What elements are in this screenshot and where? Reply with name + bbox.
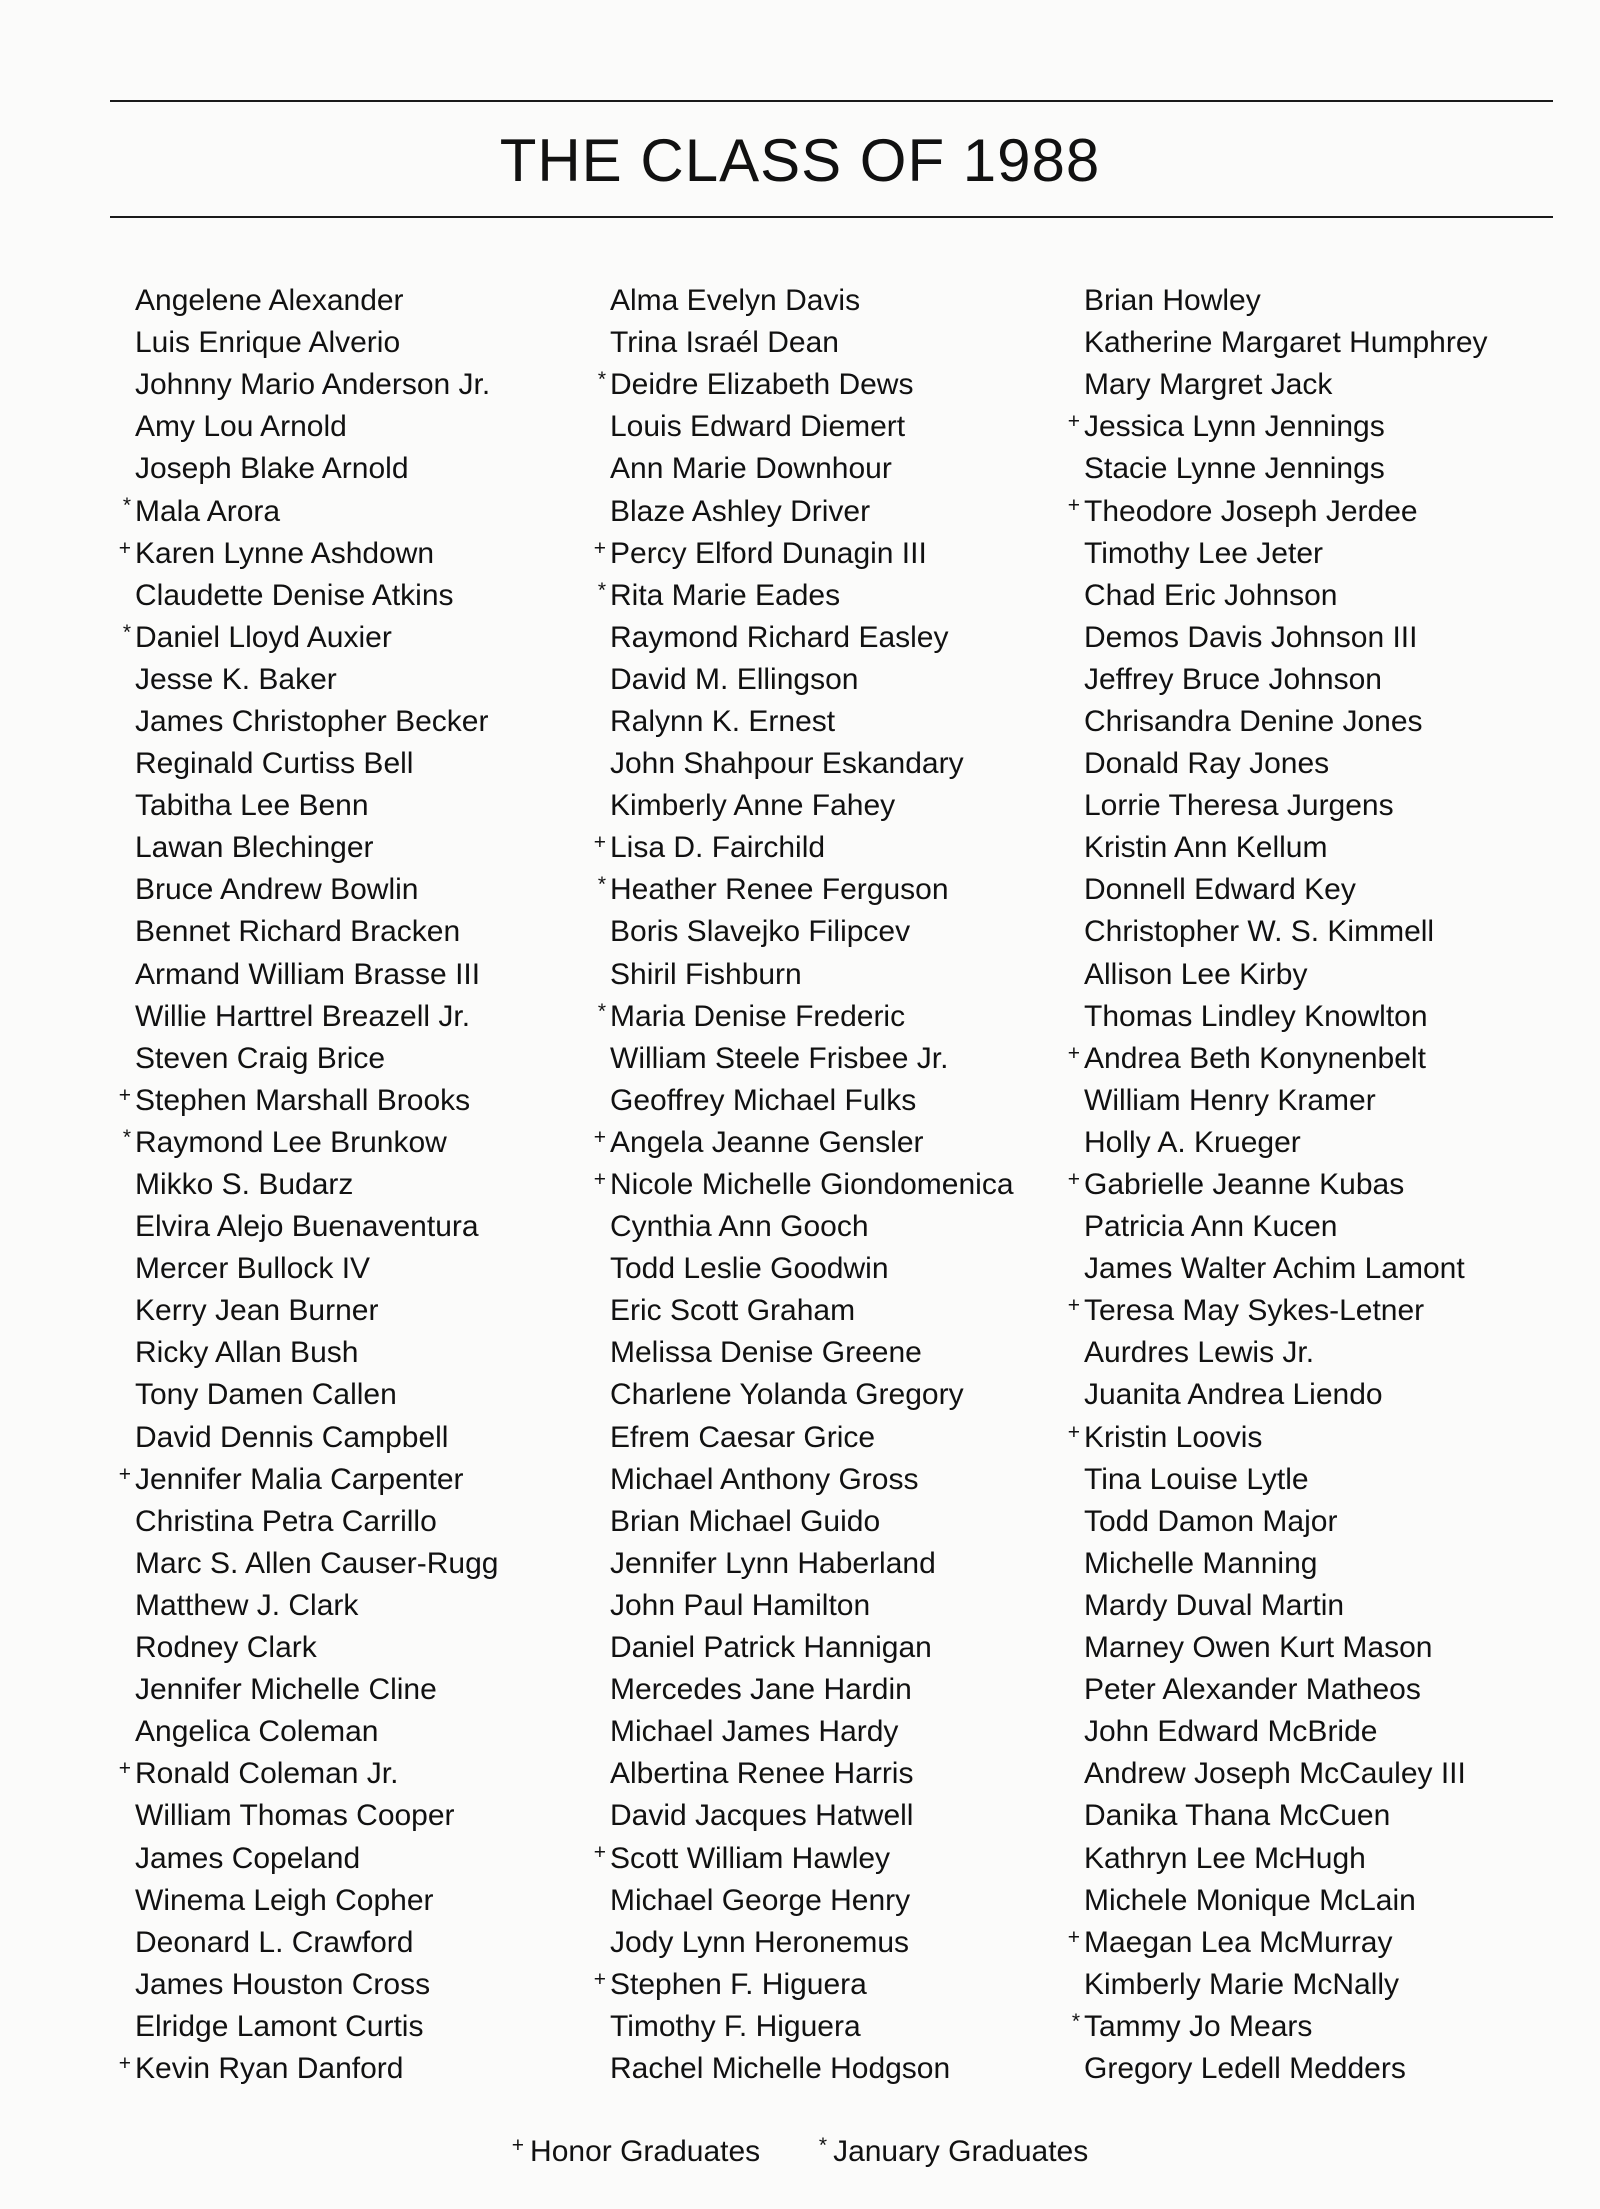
graduate-entry [103,1585,499,1627]
graduate-entry [578,1459,1014,1501]
graduate-name: Johnny Mario Anderson Jr. [135,368,491,402]
graduate-entry [103,827,499,869]
graduate-name: Daniel Patrick Hannigan [610,1631,932,1665]
graduate-entry [1052,701,1488,743]
graduate-entry [103,1248,499,1290]
names-column-3 [1052,280,1488,2090]
graduate-mark: + [1067,1041,1080,1065]
graduate-entry [578,1669,1014,1711]
graduate-name: Todd Leslie Goodwin [610,1252,889,1286]
graduate-name: Lisa D. Fairchild [610,831,826,865]
graduate-name: Andrea Beth Konynenbelt [1084,1041,1426,1075]
graduate-name: Mikko S. Budarz [135,1168,354,1202]
graduate-name: James Houston Cross [135,1967,431,2001]
graduate-mark: * [122,1125,131,1149]
graduate-name: Stephen F. Higuera [610,1967,867,2001]
graduate-name: William Henry Kramer [1084,1083,1376,1117]
graduate-name: Katherine Margaret Humphrey [1084,326,1488,360]
graduate-name: Raymond Richard Easley [610,620,949,654]
graduate-name: Allison Lee Kirby [1084,957,1308,991]
graduate-name: Kristin Ann Kellum [1084,831,1328,865]
graduate-name: Mercedes Jane Hardin [610,1673,912,1707]
graduate-name: Michael James Hardy [610,1715,899,1749]
graduate-mark: + [593,1125,606,1149]
graduate-name: Jennifer Michelle Cline [135,1673,437,1707]
graduate-mark: * [597,999,606,1023]
graduate-name: John Shahpour Eskandary [610,747,964,781]
graduate-entry [578,1206,1014,1248]
graduate-name: Thomas Lindley Knowlton [1084,999,1428,1033]
graduate-entry [103,1080,499,1122]
graduate-name: Jeffrey Bruce Johnson [1084,662,1382,696]
graduate-name: Mary Margret Jack [1084,368,1333,402]
graduate-entry [578,785,1014,827]
graduate-entry [103,1627,499,1669]
graduate-name: Gregory Ledell Medders [1084,2051,1406,2085]
graduate-name: Michael Anthony Gross [610,1462,919,1496]
graduate-name: Gabrielle Jeanne Kubas [1084,1168,1405,1202]
graduate-mark: + [1067,494,1080,518]
graduate-name: Melissa Denise Greene [610,1336,922,1370]
january-symbol: * [818,2134,828,2157]
graduate-entry [103,1164,499,1206]
top-rule [110,100,1553,102]
graduate-name: Lawan Blechinger [135,831,374,865]
graduate-entry [578,1585,1014,1627]
graduate-entry [578,617,1014,659]
graduate-entry [103,1038,499,1080]
graduate-name: Tabitha Lee Benn [135,789,369,823]
graduate-name: Marc S. Allen Causer-Rugg [135,1546,499,1580]
graduate-name: Donnell Edward Key [1084,873,1356,907]
graduate-name: Maegan Lea McMurray [1084,1925,1393,1959]
graduate-entry [103,364,499,406]
graduate-name: Elvira Alejo Buenaventura [135,1210,479,1244]
graduate-entry [1052,617,1488,659]
graduate-name: Brian Michael Guido [610,1504,881,1538]
graduate-entry [578,1837,1014,1879]
graduate-entry [103,1543,499,1585]
graduate-name: Angelene Alexander [135,284,404,318]
graduate-name: Heather Renee Ferguson [610,873,949,907]
graduate-name: Eric Scott Graham [610,1294,856,1328]
graduate-name: Boris Slavejko Filipcev [610,915,911,949]
graduate-entry [103,954,499,996]
graduate-mark: + [593,831,606,855]
graduate-name: John Edward McBride [1084,1715,1378,1749]
graduate-mark: * [597,873,606,897]
graduate-name: Michelle Manning [1084,1546,1318,1580]
graduate-name: Reginald Curtiss Bell [135,747,414,781]
graduate-entry [578,575,1014,617]
graduate-name: Winema Leigh Copher [135,1883,434,1917]
graduate-entry [103,1459,499,1501]
graduate-name: Timothy Lee Jeter [1084,536,1323,570]
graduate-mark: * [597,368,606,392]
graduate-name: William Steele Frisbee Jr. [610,1041,949,1075]
graduate-entry [103,2048,499,2090]
graduate-entry [103,1374,499,1416]
graduate-entry [578,1332,1014,1374]
graduate-name: Kimberly Marie McNally [1084,1967,1400,2001]
graduate-name: Kimberly Anne Fahey [610,789,896,823]
graduate-mark: + [118,1083,131,1107]
graduate-name: Mardy Duval Martin [1084,1588,1345,1622]
graduate-entry [103,1753,499,1795]
graduate-name: Michele Monique McLain [1084,1883,1416,1917]
graduate-name: Jody Lynn Heronemus [610,1925,910,1959]
graduate-name: David Dennis Campbell [135,1420,449,1454]
graduate-entry [1052,448,1488,490]
graduate-entry [1052,996,1488,1038]
graduate-name: Stacie Lynne Jennings [1084,452,1385,486]
graduate-entry [103,659,499,701]
graduate-name: Rachel Michelle Hodgson [610,2051,951,2085]
graduate-name: Michael George Henry [610,1883,911,1917]
graduate-entry [1052,1332,1488,1374]
graduate-name: James Walter Achim Lamont [1084,1252,1465,1286]
graduate-entry [103,1880,499,1922]
graduate-entry [578,1711,1014,1753]
graduate-mark: + [593,1841,606,1865]
graduate-mark: + [1067,1925,1080,1949]
graduate-entry [103,322,499,364]
graduate-entry [578,1627,1014,1669]
graduate-entry [578,1248,1014,1290]
graduate-name: Ricky Allan Bush [135,1336,359,1370]
names-column-1 [103,280,499,2090]
graduate-entry [103,490,499,532]
graduate-mark: * [122,620,131,644]
graduate-name: Todd Damon Major [1084,1504,1338,1538]
graduate-entry [1052,1753,1488,1795]
graduate-entry [103,869,499,911]
graduate-name: Rodney Clark [135,1631,317,1665]
graduate-name: Efrem Caesar Grice [610,1420,876,1454]
graduate-entry [1052,1669,1488,1711]
graduate-entry [578,743,1014,785]
graduate-entry [1052,911,1488,953]
graduate-name: Kathryn Lee McHugh [1084,1841,1366,1875]
graduate-entry [1052,1880,1488,1922]
graduate-entry [1052,406,1488,448]
graduate-name: Timothy F. Higuera [610,2009,861,2043]
graduate-entry [1052,322,1488,364]
graduate-entry [578,1501,1014,1543]
graduate-mark: + [118,1462,131,1486]
graduate-entry [103,533,499,575]
graduate-entry [578,490,1014,532]
graduate-mark: + [1067,410,1080,434]
graduate-entry [578,659,1014,701]
graduate-entry [1052,1459,1488,1501]
graduate-name: John Paul Hamilton [610,1588,871,1622]
graduate-entry [103,2006,499,2048]
graduate-entry [1052,280,1488,322]
graduate-entry [578,869,1014,911]
graduate-name: Steven Craig Brice [135,1041,386,1075]
graduate-entry [578,1753,1014,1795]
graduate-entry [103,1711,499,1753]
graduate-name: Tony Damen Callen [135,1378,397,1412]
title-underline-rule [110,216,1553,218]
graduate-entry [578,1795,1014,1837]
graduate-name: David M. Ellingson [610,662,859,696]
honor-symbol: + [511,2134,525,2157]
graduate-entry [103,701,499,743]
graduate-entry [578,533,1014,575]
graduate-mark: + [118,536,131,560]
graduate-name: Joseph Blake Arnold [135,452,409,486]
january-label: January Graduates [833,2135,1089,2168]
graduate-entry [1052,1080,1488,1122]
graduate-name: Geoffrey Michael Fulks [610,1083,917,1117]
graduate-name: Alma Evelyn Davis [610,284,861,318]
graduate-name: Willie Harttrel Breazell Jr. [135,999,471,1033]
graduate-name: Ann Marie Downhour [610,452,892,486]
graduate-name: David Jacques Hatwell [610,1799,914,1833]
graduate-entry [103,1922,499,1964]
graduate-entry [578,701,1014,743]
graduate-entry [1052,1922,1488,1964]
graduate-entry [1052,1164,1488,1206]
graduate-entry [103,617,499,659]
graduate-name: Kerry Jean Burner [135,1294,379,1328]
graduate-entry [1052,364,1488,406]
graduate-name: Mercer Bullock IV [135,1252,371,1286]
graduate-name: James Christopher Becker [135,704,489,738]
graduate-name: Rita Marie Eades [610,578,841,612]
graduate-name: William Thomas Cooper [135,1799,455,1833]
graduate-mark: + [593,1967,606,1991]
graduate-name: Peter Alexander Matheos [1084,1673,1421,1707]
legend [0,2134,1600,2169]
graduate-entry [1052,827,1488,869]
graduate-entry [1052,2048,1488,2090]
graduate-name: Aurdres Lewis Jr. [1084,1336,1315,1370]
graduate-entry [103,406,499,448]
graduate-name: Deidre Elizabeth Dews [610,368,914,402]
graduate-name: Jennifer Malia Carpenter [135,1462,464,1496]
graduate-entry [578,996,1014,1038]
graduate-entry [1052,954,1488,996]
names-column-2 [578,280,1014,2090]
graduate-entry [1052,1795,1488,1837]
graduate-entry [103,280,499,322]
graduate-name: Andrew Joseph McCauley III [1084,1757,1466,1791]
graduate-name: Demos Davis Johnson III [1084,620,1418,654]
graduate-name: Mala Arora [135,494,281,528]
graduate-entry [1052,1627,1488,1669]
graduate-entry [578,911,1014,953]
graduate-entry [578,1080,1014,1122]
legend-january [819,2134,1088,2169]
graduate-name: Theodore Joseph Jerdee [1084,494,1418,528]
graduate-name: Christopher W. S. Kimmell [1084,915,1435,949]
graduate-entry [103,1206,499,1248]
graduate-name: Jesse K. Baker [135,662,337,696]
graduate-mark: + [1067,1294,1080,1318]
graduate-name: Trina Israél Dean [610,326,839,360]
graduate-entry [103,785,499,827]
graduate-name: Brian Howley [1084,284,1261,318]
graduate-entry [578,322,1014,364]
graduate-name: Deonard L. Crawford [135,1925,414,1959]
graduate-name: Angelica Coleman [135,1715,379,1749]
graduate-entry [578,1290,1014,1332]
graduate-entry [1052,533,1488,575]
graduate-name: Jennifer Lynn Haberland [610,1546,936,1580]
graduate-name: Raymond Lee Brunkow [135,1125,447,1159]
graduate-entry [1052,1122,1488,1164]
graduate-entry [103,1669,499,1711]
graduate-name: Lorrie Theresa Jurgens [1084,789,1394,823]
graduate-mark: + [593,536,606,560]
graduate-name: Teresa May Sykes-Letner [1084,1294,1425,1328]
graduate-name: Angela Jeanne Gensler [610,1125,924,1159]
graduate-entry [578,2048,1014,2090]
graduate-entry [1052,869,1488,911]
graduate-entry [1052,1206,1488,1248]
graduate-name: Stephen Marshall Brooks [135,1083,471,1117]
graduate-entry [1052,1711,1488,1753]
graduate-name: Patricia Ann Kucen [1084,1210,1338,1244]
graduate-name: Armand William Brasse III [135,957,481,991]
graduate-entry [1052,575,1488,617]
graduate-entry [103,996,499,1038]
graduate-entry [1052,743,1488,785]
graduate-name: Jessica Lynn Jennings [1084,410,1385,444]
graduate-entry [1052,1964,1488,2006]
graduate-name: Ronald Coleman Jr. [135,1757,399,1791]
graduate-entry [103,448,499,490]
graduate-entry [1052,490,1488,532]
graduate-name: Charlene Yolanda Gregory [610,1378,964,1412]
graduate-entry [103,911,499,953]
graduate-entry [578,1164,1014,1206]
honor-label: Honor Graduates [530,2135,761,2168]
graduate-entry [578,364,1014,406]
graduate-name: Cynthia Ann Gooch [610,1210,869,1244]
graduate-name: Claudette Denise Atkins [135,578,454,612]
graduate-entry [1052,1290,1488,1332]
graduate-mark: * [597,578,606,602]
graduate-name: Bruce Andrew Bowlin [135,873,419,907]
graduate-mark: * [122,494,131,518]
graduate-entry [103,1122,499,1164]
graduate-name: Shiril Fishburn [610,957,802,991]
graduate-name: Percy Elford Dunagin III [610,536,927,570]
graduate-name: Amy Lou Arnold [135,410,347,444]
graduate-name: Matthew J. Clark [135,1588,359,1622]
graduate-entry [1052,659,1488,701]
graduate-entry [578,1964,1014,2006]
graduate-name: Juanita Andrea Liendo [1084,1378,1383,1412]
graduate-mark: + [1067,1167,1080,1191]
graduate-entry [1052,1248,1488,1290]
graduate-entry [1052,1837,1488,1879]
graduate-entry [1052,1417,1488,1459]
graduate-entry [103,1290,499,1332]
graduate-entry [1052,1374,1488,1416]
graduate-entry [103,1417,499,1459]
graduate-name: Luis Enrique Alverio [135,326,401,360]
graduate-entry [578,1122,1014,1164]
graduate-entry [1052,1543,1488,1585]
graduate-entry [103,1332,499,1374]
graduate-entry [103,743,499,785]
graduate-name: Tammy Jo Mears [1084,2009,1313,2043]
graduate-name: Maria Denise Frederic [610,999,906,1033]
graduate-entry [578,1417,1014,1459]
graduate-entry [1052,1038,1488,1080]
graduate-name: Tina Louise Lytle [1084,1462,1309,1496]
graduate-name: James Copeland [135,1841,361,1875]
graduate-entry [578,2006,1014,2048]
graduate-entry [1052,1585,1488,1627]
graduate-entry [103,1837,499,1879]
graduate-name: Chad Eric Johnson [1084,578,1338,612]
graduate-name: Christina Petra Carrillo [135,1504,437,1538]
graduate-name: Kevin Ryan Danford [135,2051,404,2085]
graduate-entry [578,448,1014,490]
graduate-entry [103,575,499,617]
graduate-name: Elridge Lamont Curtis [135,2009,424,2043]
graduate-mark: + [1067,1420,1080,1444]
graduate-mark: + [118,1757,131,1781]
graduate-name: Danika Thana McCuen [1084,1799,1391,1833]
page-title: THE CLASS OF 1988 [499,127,1101,194]
graduate-entry [1052,1501,1488,1543]
graduate-entry [578,280,1014,322]
graduate-name: Bennet Richard Bracken [135,915,461,949]
graduate-entry [578,1038,1014,1080]
graduate-entry [103,1795,499,1837]
graduate-entry [578,1880,1014,1922]
graduate-entry [103,1501,499,1543]
graduate-entry [578,1922,1014,1964]
graduate-name: Kristin Loovis [1084,1420,1263,1454]
legend-honor [512,2134,760,2169]
graduate-name: Ralynn K. Ernest [610,704,836,738]
graduate-mark: + [118,2051,131,2075]
graduate-mark: * [1071,2009,1080,2033]
graduate-name: Chrisandra Denine Jones [1084,704,1423,738]
graduate-name: Holly A. Krueger [1084,1125,1301,1159]
graduate-entry [1052,785,1488,827]
graduate-entry [578,954,1014,996]
graduate-mark: + [593,1167,606,1191]
graduate-name: Nicole Michelle Giondomenica [610,1168,1014,1202]
graduate-name: Albertina Renee Harris [610,1757,914,1791]
graduate-entry [578,827,1014,869]
graduate-entry [1052,2006,1488,2048]
graduate-entry [578,406,1014,448]
graduate-name: Scott William Hawley [610,1841,891,1875]
graduate-entry [103,1964,499,2006]
graduate-entry [578,1374,1014,1416]
graduate-name: Donald Ray Jones [1084,747,1330,781]
graduate-entry [578,1543,1014,1585]
graduate-name: Karen Lynne Ashdown [135,536,435,570]
graduate-name: Daniel Lloyd Auxier [135,620,392,654]
graduate-name: Louis Edward Diemert [610,410,906,444]
graduate-name: Marney Owen Kurt Mason [1084,1631,1433,1665]
graduate-name: Blaze Ashley Driver [610,494,871,528]
